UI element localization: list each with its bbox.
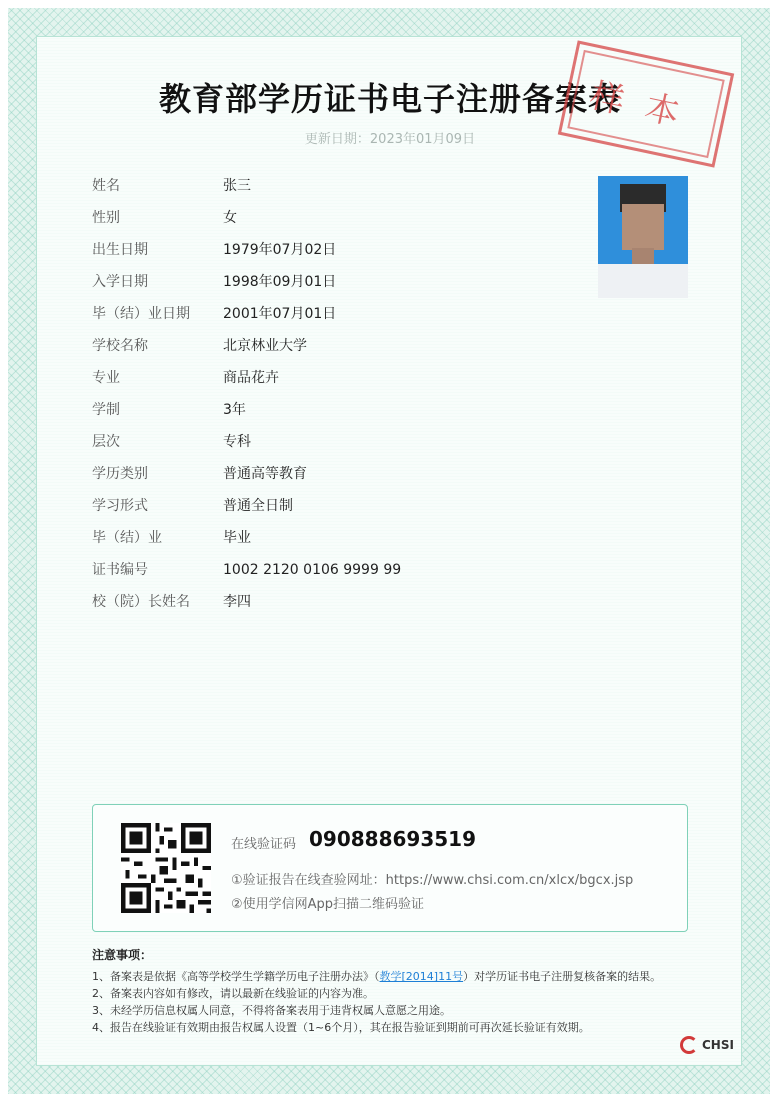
field-label: 校（院）长姓名 — [92, 594, 190, 610]
verification-code: 090888693519 — [309, 827, 476, 851]
field-row — [92, 362, 572, 394]
field-value: 1998年09月01日 — [223, 274, 337, 290]
field-value: 专科 — [223, 434, 251, 450]
chsi-logo-text: CHSI — [702, 1038, 734, 1052]
field-label: 毕（结）业日期 — [92, 306, 190, 322]
qr-code-icon[interactable] — [121, 823, 211, 913]
chsi-logo-icon — [680, 1036, 698, 1054]
field-label: 专业 — [92, 370, 120, 386]
field-value: 3年 — [223, 402, 246, 418]
note-item: 3、未经学历信息权属人同意，不得将备案表用于违背权属人意愿之用途。 — [92, 1004, 451, 1017]
student-info-fields — [92, 170, 572, 618]
field-value: 1002 2120 0106 9999 99 — [223, 562, 402, 578]
field-label: 性别 — [92, 210, 120, 226]
field-row — [92, 266, 572, 298]
student-photo — [598, 176, 688, 298]
note-text: ）对学历证书电子注册复核备案的结果。 — [463, 970, 662, 983]
field-label: 毕（结）业 — [92, 530, 162, 546]
verify-url-line: ①验证报告在线查验网址：https://www.chsi.com.cn/xlcx/bgcx.jsp — [231, 873, 634, 888]
field-row — [92, 458, 572, 490]
notes-list — [92, 968, 692, 1036]
field-row — [92, 554, 572, 586]
sample-stamp-text: 样本 — [586, 75, 705, 139]
field-label: 出生日期 — [92, 242, 148, 258]
field-row — [92, 522, 572, 554]
field-label: 学制 — [92, 402, 120, 418]
field-value: 普通全日制 — [223, 498, 293, 514]
field-label: 姓名 — [92, 178, 120, 194]
verification-code-label: 在线验证码 — [231, 837, 297, 852]
photo-face — [622, 204, 664, 250]
field-row — [92, 394, 572, 426]
field-value: 北京林业大学 — [223, 338, 307, 354]
field-label: 层次 — [92, 434, 120, 450]
field-row — [92, 586, 572, 618]
field-value: 张三 — [223, 178, 251, 194]
verify-app-line: ②使用学信网App扫描二维码验证 — [231, 897, 425, 912]
field-label: 学历类别 — [92, 466, 148, 482]
note-text: 1、备案表是依据《高等学校学生学籍学历电子注册办法》（ — [92, 970, 380, 983]
field-row — [92, 298, 572, 330]
note-item: 4、报告在线验证有效期由报告权属人设置（1~6个月），其在报告验证到期前可再次延长验证有效期。 — [92, 1021, 590, 1034]
field-row — [92, 170, 572, 202]
field-label: 入学日期 — [92, 274, 148, 290]
document-title: 教育部学历证书电子注册备案表 — [158, 80, 621, 118]
field-row — [92, 202, 572, 234]
chsi-logo — [680, 1030, 736, 1058]
photo-shirt — [598, 264, 688, 298]
field-row — [92, 330, 572, 362]
field-label: 学习形式 — [92, 498, 148, 514]
field-row — [92, 490, 572, 522]
field-row — [92, 234, 572, 266]
field-value: 女 — [223, 210, 237, 226]
notes-title: 注意事项： — [92, 948, 153, 962]
regulation-link[interactable]: 教学[2014]11号 — [379, 970, 464, 983]
field-value: 商品花卉 — [223, 370, 279, 386]
field-value: 普通高等教育 — [223, 466, 307, 482]
field-value: 2001年07月01日 — [223, 306, 337, 322]
field-value: 1979年07月02日 — [223, 242, 337, 258]
note-item: 2、备案表内容如有修改，请以最新在线验证的内容为准。 — [92, 987, 374, 1000]
field-label: 学校名称 — [92, 338, 148, 354]
update-date: 更新日期：2023年01月09日 — [304, 132, 476, 147]
field-label: 证书编号 — [92, 562, 148, 578]
field-value: 毕业 — [223, 530, 251, 546]
verification-box — [92, 804, 688, 932]
field-row — [92, 426, 572, 458]
note-item — [92, 968, 692, 985]
field-value: 李四 — [223, 594, 251, 610]
